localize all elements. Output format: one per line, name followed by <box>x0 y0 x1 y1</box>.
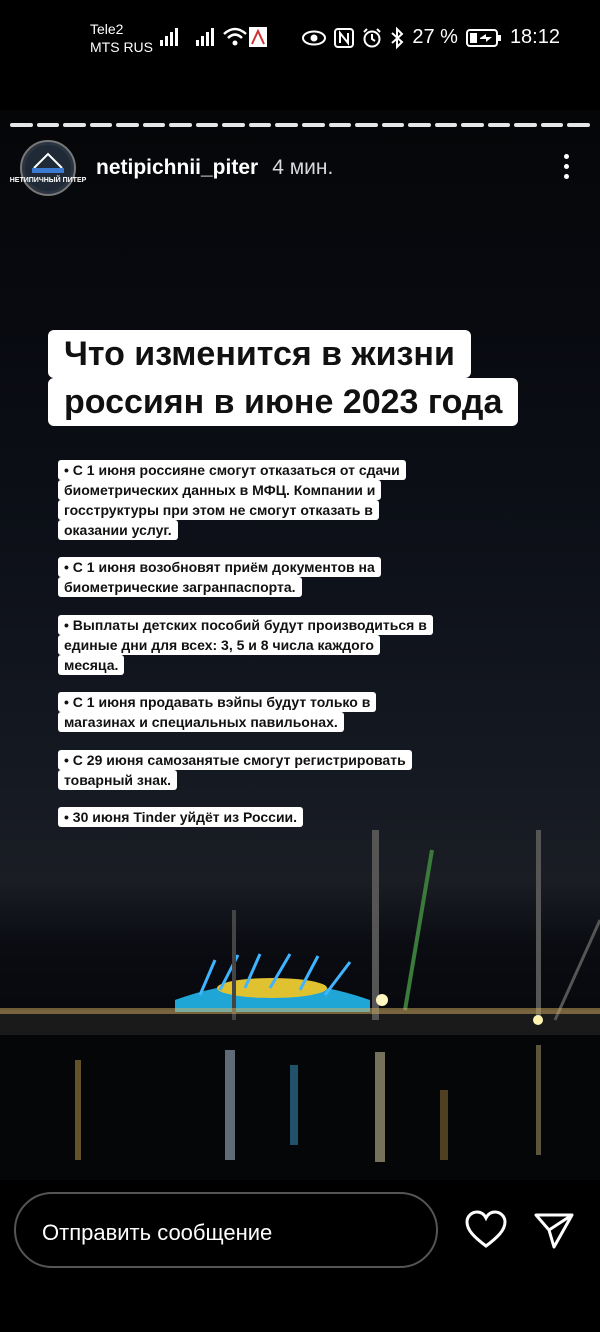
eye-icon <box>302 30 326 46</box>
progress-segment <box>408 123 431 127</box>
progress-segment <box>435 123 458 127</box>
story-title-line-1: Что изменится в жизни <box>48 330 471 378</box>
progress-segment <box>355 123 378 127</box>
message-input[interactable] <box>14 1192 438 1268</box>
progress-segment <box>143 123 166 127</box>
status-right <box>302 26 560 49</box>
battery-icon <box>466 29 502 47</box>
nfc-icon <box>334 28 354 48</box>
progress-segment <box>382 123 405 127</box>
progress-segment <box>488 123 511 127</box>
bluetooth-icon <box>390 27 404 49</box>
status-bar <box>0 0 600 80</box>
bullet-5-line-1: • С 29 июня самозанятые смогут регистрировать <box>58 750 412 770</box>
progress-segment <box>90 123 113 127</box>
progress-segment <box>275 123 298 127</box>
bullet-2-line-2: биометрические загранпаспорта. <box>58 577 302 597</box>
alarm-icon <box>362 28 382 48</box>
story-progress-bar <box>10 123 590 127</box>
hotspot-icon <box>248 26 268 48</box>
progress-segment <box>329 123 352 127</box>
carrier-2: MTS RUS <box>90 39 153 55</box>
bullet-6-line-1: • 30 июня Tinder уйдёт из России. <box>58 807 303 827</box>
signal-icon-2 <box>196 28 218 46</box>
bullet-3-line-3: месяца. <box>58 655 124 675</box>
signal-icon <box>160 28 182 46</box>
carrier-1: Tele2 <box>90 21 124 37</box>
time-ago: 4 мин. <box>272 156 334 179</box>
progress-segment <box>116 123 139 127</box>
bullet-3-line-2: единые дни для всех: 3, 5 и 8 числа каждого <box>58 635 380 655</box>
bullet-3-line-1: • Выплаты детских пособий будут производиться в <box>58 615 433 635</box>
battery-percent: 27 % <box>412 26 458 48</box>
story-header <box>9 140 334 196</box>
progress-segment <box>514 123 537 127</box>
story-view[interactable] <box>0 110 600 1180</box>
more-options-icon[interactable] <box>564 154 570 184</box>
progress-segment <box>222 123 245 127</box>
bullet-4-line-2: магазинах и специальных павильонах. <box>58 712 344 732</box>
progress-segment <box>196 123 219 127</box>
bullet-1-line-4: оказании услуг. <box>58 520 178 540</box>
progress-segment <box>63 123 86 127</box>
avatar-text: НЕТИПИЧНЫЙ ПИТЕР <box>9 177 87 184</box>
bullet-1-line-2: биометрических данных в МФЦ. Компании и <box>58 480 381 500</box>
send-icon[interactable] <box>534 1212 574 1250</box>
like-heart-icon[interactable] <box>464 1210 508 1250</box>
story-title-line-2: россиян в июне 2023 года <box>48 378 518 426</box>
message-placeholder: Отправить сообщение <box>42 1220 273 1245</box>
progress-segment <box>302 123 325 127</box>
wifi-icon <box>222 26 248 48</box>
progress-segment <box>169 123 192 127</box>
bullet-1-line-3: госструктуры при этом не смогут отказать в <box>58 500 379 520</box>
progress-segment <box>37 123 60 127</box>
bullet-2-line-1: • С 1 июня возобновят приём документов на <box>58 557 381 577</box>
progress-segment <box>461 123 484 127</box>
progress-segment <box>10 123 33 127</box>
bullet-5-line-2: товарный знак. <box>58 770 177 790</box>
avatar-logo <box>9 144 87 192</box>
stadium-night-scene <box>0 830 600 1180</box>
story-footer <box>0 1180 600 1332</box>
bullet-1-line-1: • С 1 июня россияне смогут отказаться от сдачи <box>58 460 406 480</box>
username[interactable]: netipichnii_piter <box>96 156 259 179</box>
clock: 18:12 <box>509 26 560 48</box>
progress-segment <box>567 123 590 127</box>
avatar[interactable] <box>9 140 87 196</box>
progress-segment <box>541 123 564 127</box>
carrier-info <box>90 20 153 56</box>
progress-segment <box>249 123 272 127</box>
bullet-4-line-1: • С 1 июня продавать вэйпы будут только в <box>58 692 376 712</box>
